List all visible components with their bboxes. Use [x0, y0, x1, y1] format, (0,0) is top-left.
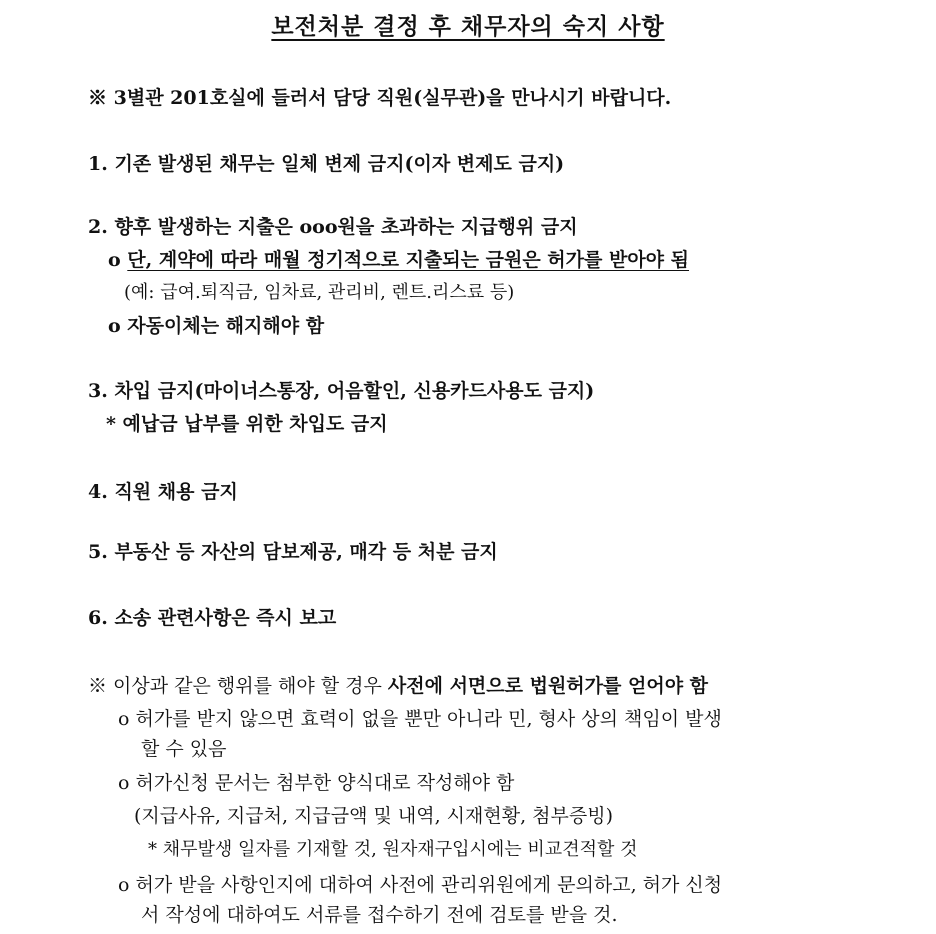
- item-3-note: * 예납금 납부를 위한 차입도 금지: [106, 413, 388, 435]
- item-3: 3. 차입 금지(마이너스통장, 어음할인, 신용카드사용도 금지): [88, 380, 595, 402]
- warning-bullet-3-line-2: 서 작성에 대하여도 서류를 접수하기 전에 검토를 받을 것.: [141, 904, 618, 926]
- item-2-sub-1-text: 단, 계약에 따라 매월 정기적으로 지출되는 금원은 허가를 받아야 됨: [127, 249, 690, 271]
- warning-bullet-2-note: * 채무발생 일자를 기재할 것, 원자재구입시에는 비교견적할 것: [148, 839, 638, 860]
- notice-line: ※ 3별관 201호실에 들러서 담당 직원(실무관)을 만나시기 바랍니다.: [88, 87, 672, 109]
- warning-bullet-3-line-1: o 허가 받을 사항인지에 대하여 사전에 관리위원에게 문의하고, 허가 신청: [118, 874, 723, 896]
- document-title: 보전처분 결정 후 채무자의 숙지 사항: [271, 13, 665, 40]
- warning-bullet-1-line-1: o 허가를 받지 않으면 효력이 없을 뿐만 아니라 민, 형사 상의 책임이 발생: [118, 708, 722, 730]
- warning-heading: [88, 673, 708, 699]
- warning-bullet-2: o 허가신청 문서는 첨부한 양식대로 작성해야 함: [118, 772, 515, 794]
- warning-bullet-2-detail: (지급사유, 지급처, 지급금액 및 내역, 시재현황, 첨부증빙): [134, 805, 614, 827]
- item-2-sub-1: [108, 247, 689, 273]
- bullet: o: [108, 249, 128, 271]
- item-2: 2. 향후 발생하는 지출은 ooo원을 초과하는 지급행위 금지: [88, 216, 578, 238]
- warning-prefix: ※ 이상과 같은 행위를 해야 할 경우: [88, 675, 388, 697]
- warning-emphasis: 사전에 서면으로 법원허가를 얻어야 함: [387, 675, 709, 697]
- item-2-example: (예: 급여.퇴직금, 임차료, 관리비, 렌트.리스료 등): [124, 282, 515, 303]
- item-5: 5. 부동산 등 자산의 담보제공, 매각 등 처분 금지: [88, 541, 498, 563]
- warning-bullet-1-line-2: 할 수 있음: [141, 738, 227, 760]
- item-4: 4. 직원 채용 금지: [88, 481, 238, 503]
- item-2-sub-2: o 자동이체는 해지해야 함: [108, 315, 325, 337]
- item-6: 6. 소송 관련사항은 즉시 보고: [88, 607, 337, 629]
- item-1: 1. 기존 발생된 채무는 일체 변제 금지(이자 변제도 금지): [88, 153, 565, 175]
